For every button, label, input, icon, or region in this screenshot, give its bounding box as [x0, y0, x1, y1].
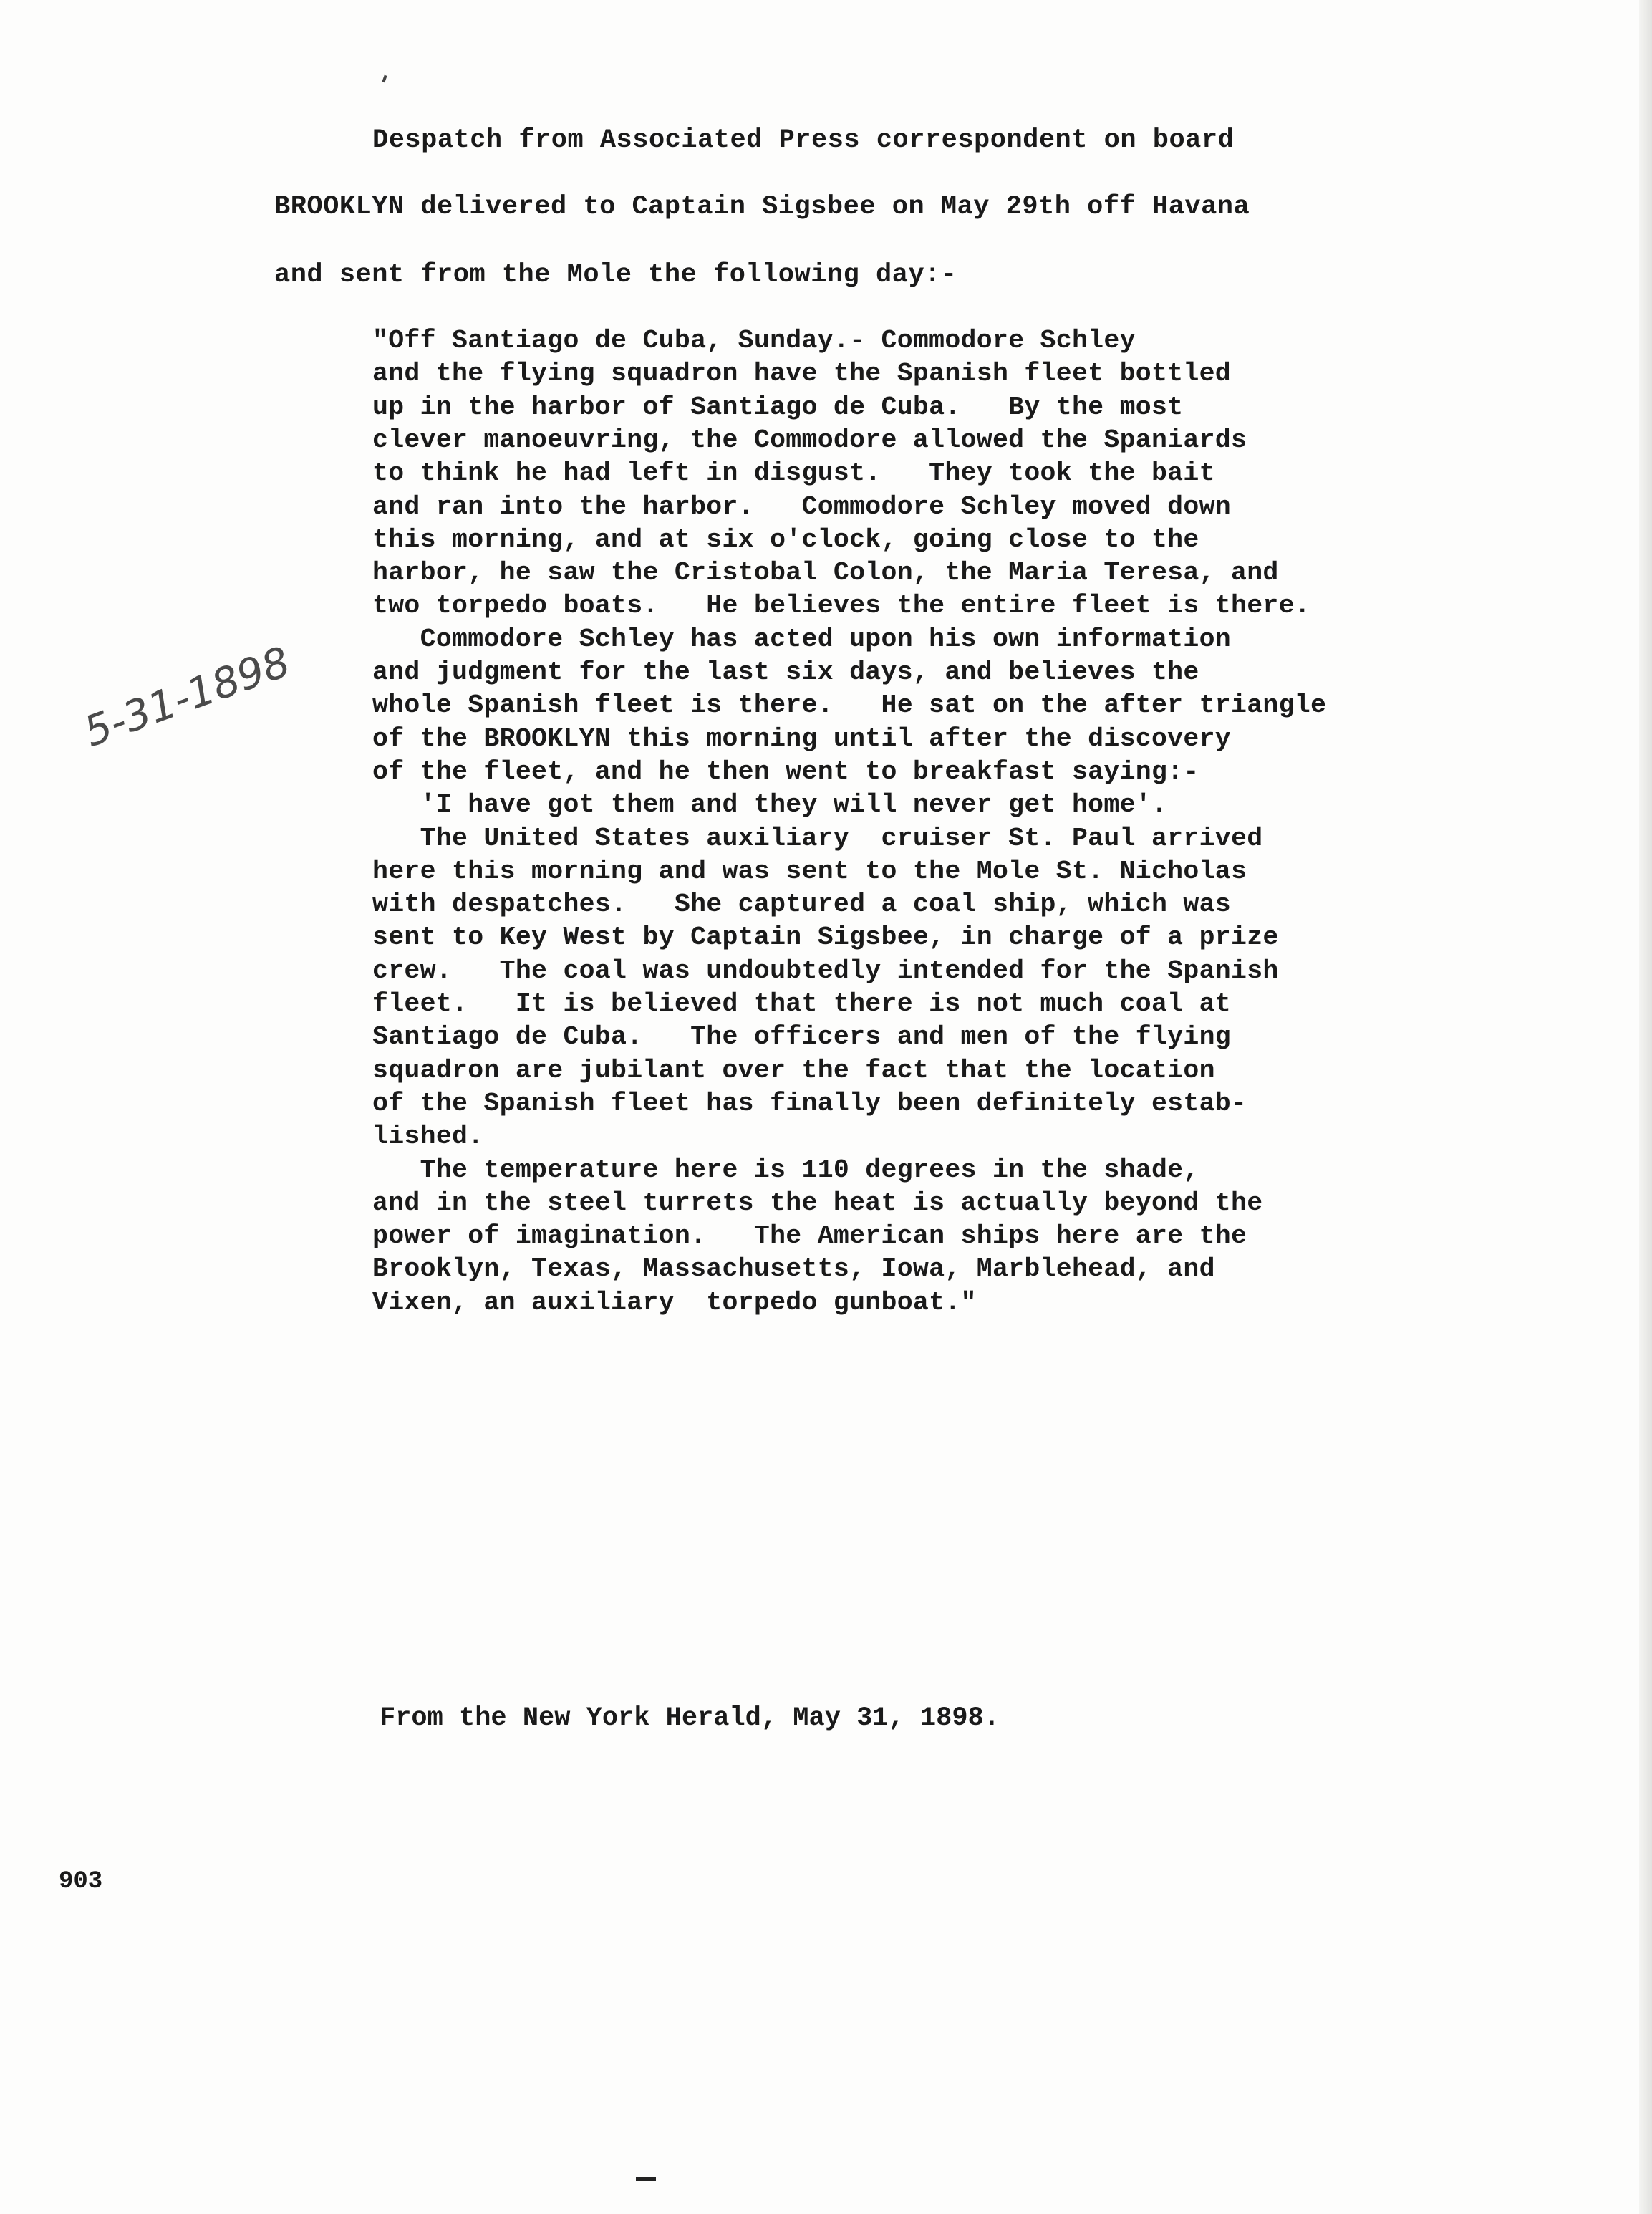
dispatch-line: and judgment for the last six days, and believes the	[372, 658, 1199, 687]
dispatch-line: sent to Key West by Captain Sigsbee, in charge of a prize	[372, 923, 1279, 953]
page-number: 903	[59, 1868, 103, 1895]
dispatch-line: Santiago de Cuba. The officers and men of the flying	[372, 1022, 1231, 1052]
dispatch-line: here this morning and was sent to the Mole St. Nicholas	[372, 856, 1247, 886]
dispatch-line: and in the steel turrets the heat is actually beyond the	[372, 1188, 1263, 1218]
dispatch-line: harbor, he saw the Cristobal Colon, the Maria Teresa, and	[372, 558, 1279, 588]
dispatch-line: of the fleet, and he then went to breakfast saying:-	[372, 756, 1199, 786]
dispatch-line: to think he had left in disgust. They took the bait	[372, 458, 1215, 488]
dispatch-line: Vixen, an auxiliary torpedo gunboat."	[372, 1287, 977, 1317]
dispatch-line: Brooklyn, Texas, Massachusetts, Iowa, Marblehead, and	[372, 1254, 1215, 1284]
dispatch-line: of the BROOKLYN this morning until after the discovery	[372, 723, 1231, 754]
intro-line: and sent from the Mole the following day:-	[274, 260, 957, 290]
dispatch-line: of the Spanish fleet has finally been definitely estab-	[372, 1088, 1247, 1118]
page-edge-shadow	[1639, 0, 1652, 2214]
stray-ink-mark	[382, 75, 387, 83]
dispatch-line: lished.	[372, 1122, 484, 1152]
dispatch-line: crew. The coal was undoubtedly intended for the Spanish	[372, 956, 1279, 986]
handwritten-date-annotation: 5-31-1898	[77, 637, 296, 756]
dispatch-line: with despatches. She captured a coal ship, which was	[372, 890, 1231, 920]
dispatch-line: clever manoeuvring, the Commodore allowed the Spaniards	[372, 425, 1247, 455]
dispatch-line: and ran into the harbor. Commodore Schley moved down	[372, 491, 1231, 521]
dispatch-line: up in the harbor of Santiago de Cuba. By the most	[372, 392, 1184, 422]
dispatch-line: squadron are jubilant over the fact that the location	[372, 1055, 1215, 1085]
dispatch-line: and the flying squadron have the Spanish fleet bottled	[372, 359, 1231, 389]
source-citation: From the New York Herald, May 31, 1898.	[380, 1703, 1000, 1733]
bottom-margin-mark	[636, 2177, 656, 2181]
dispatch-line: power of imagination. The American ships here are the	[372, 1221, 1247, 1251]
dispatch-line: "Off Santiago de Cuba, Sunday.- Commodore Schley	[372, 326, 1136, 355]
dispatch-line: Commodore Schley has acted upon his own information	[372, 624, 1231, 654]
dispatch-line: this morning, and at six o'clock, going close to the	[372, 524, 1199, 554]
dispatch-line: fleet. It is believed that there is not much coal at	[372, 989, 1231, 1019]
dispatch-line: The temperature here is 110 degrees in the shade,	[372, 1155, 1199, 1185]
dispatch-line: The United States auxiliary cruiser St. Paul arrived	[372, 823, 1263, 853]
dispatch-line: 'I have got them and they will never get home'.	[372, 790, 1168, 820]
dispatch-line: whole Spanish fleet is there. He sat on the after triangle	[372, 690, 1327, 721]
intro-line: BROOKLYN delivered to Captain Sigsbee on May 29th off Havana	[274, 192, 1250, 222]
dispatch-line: two torpedo boats. He believes the entire fleet is there.	[372, 591, 1311, 621]
intro-line: Despatch from Associated Press correspondent on board	[372, 125, 1235, 155]
